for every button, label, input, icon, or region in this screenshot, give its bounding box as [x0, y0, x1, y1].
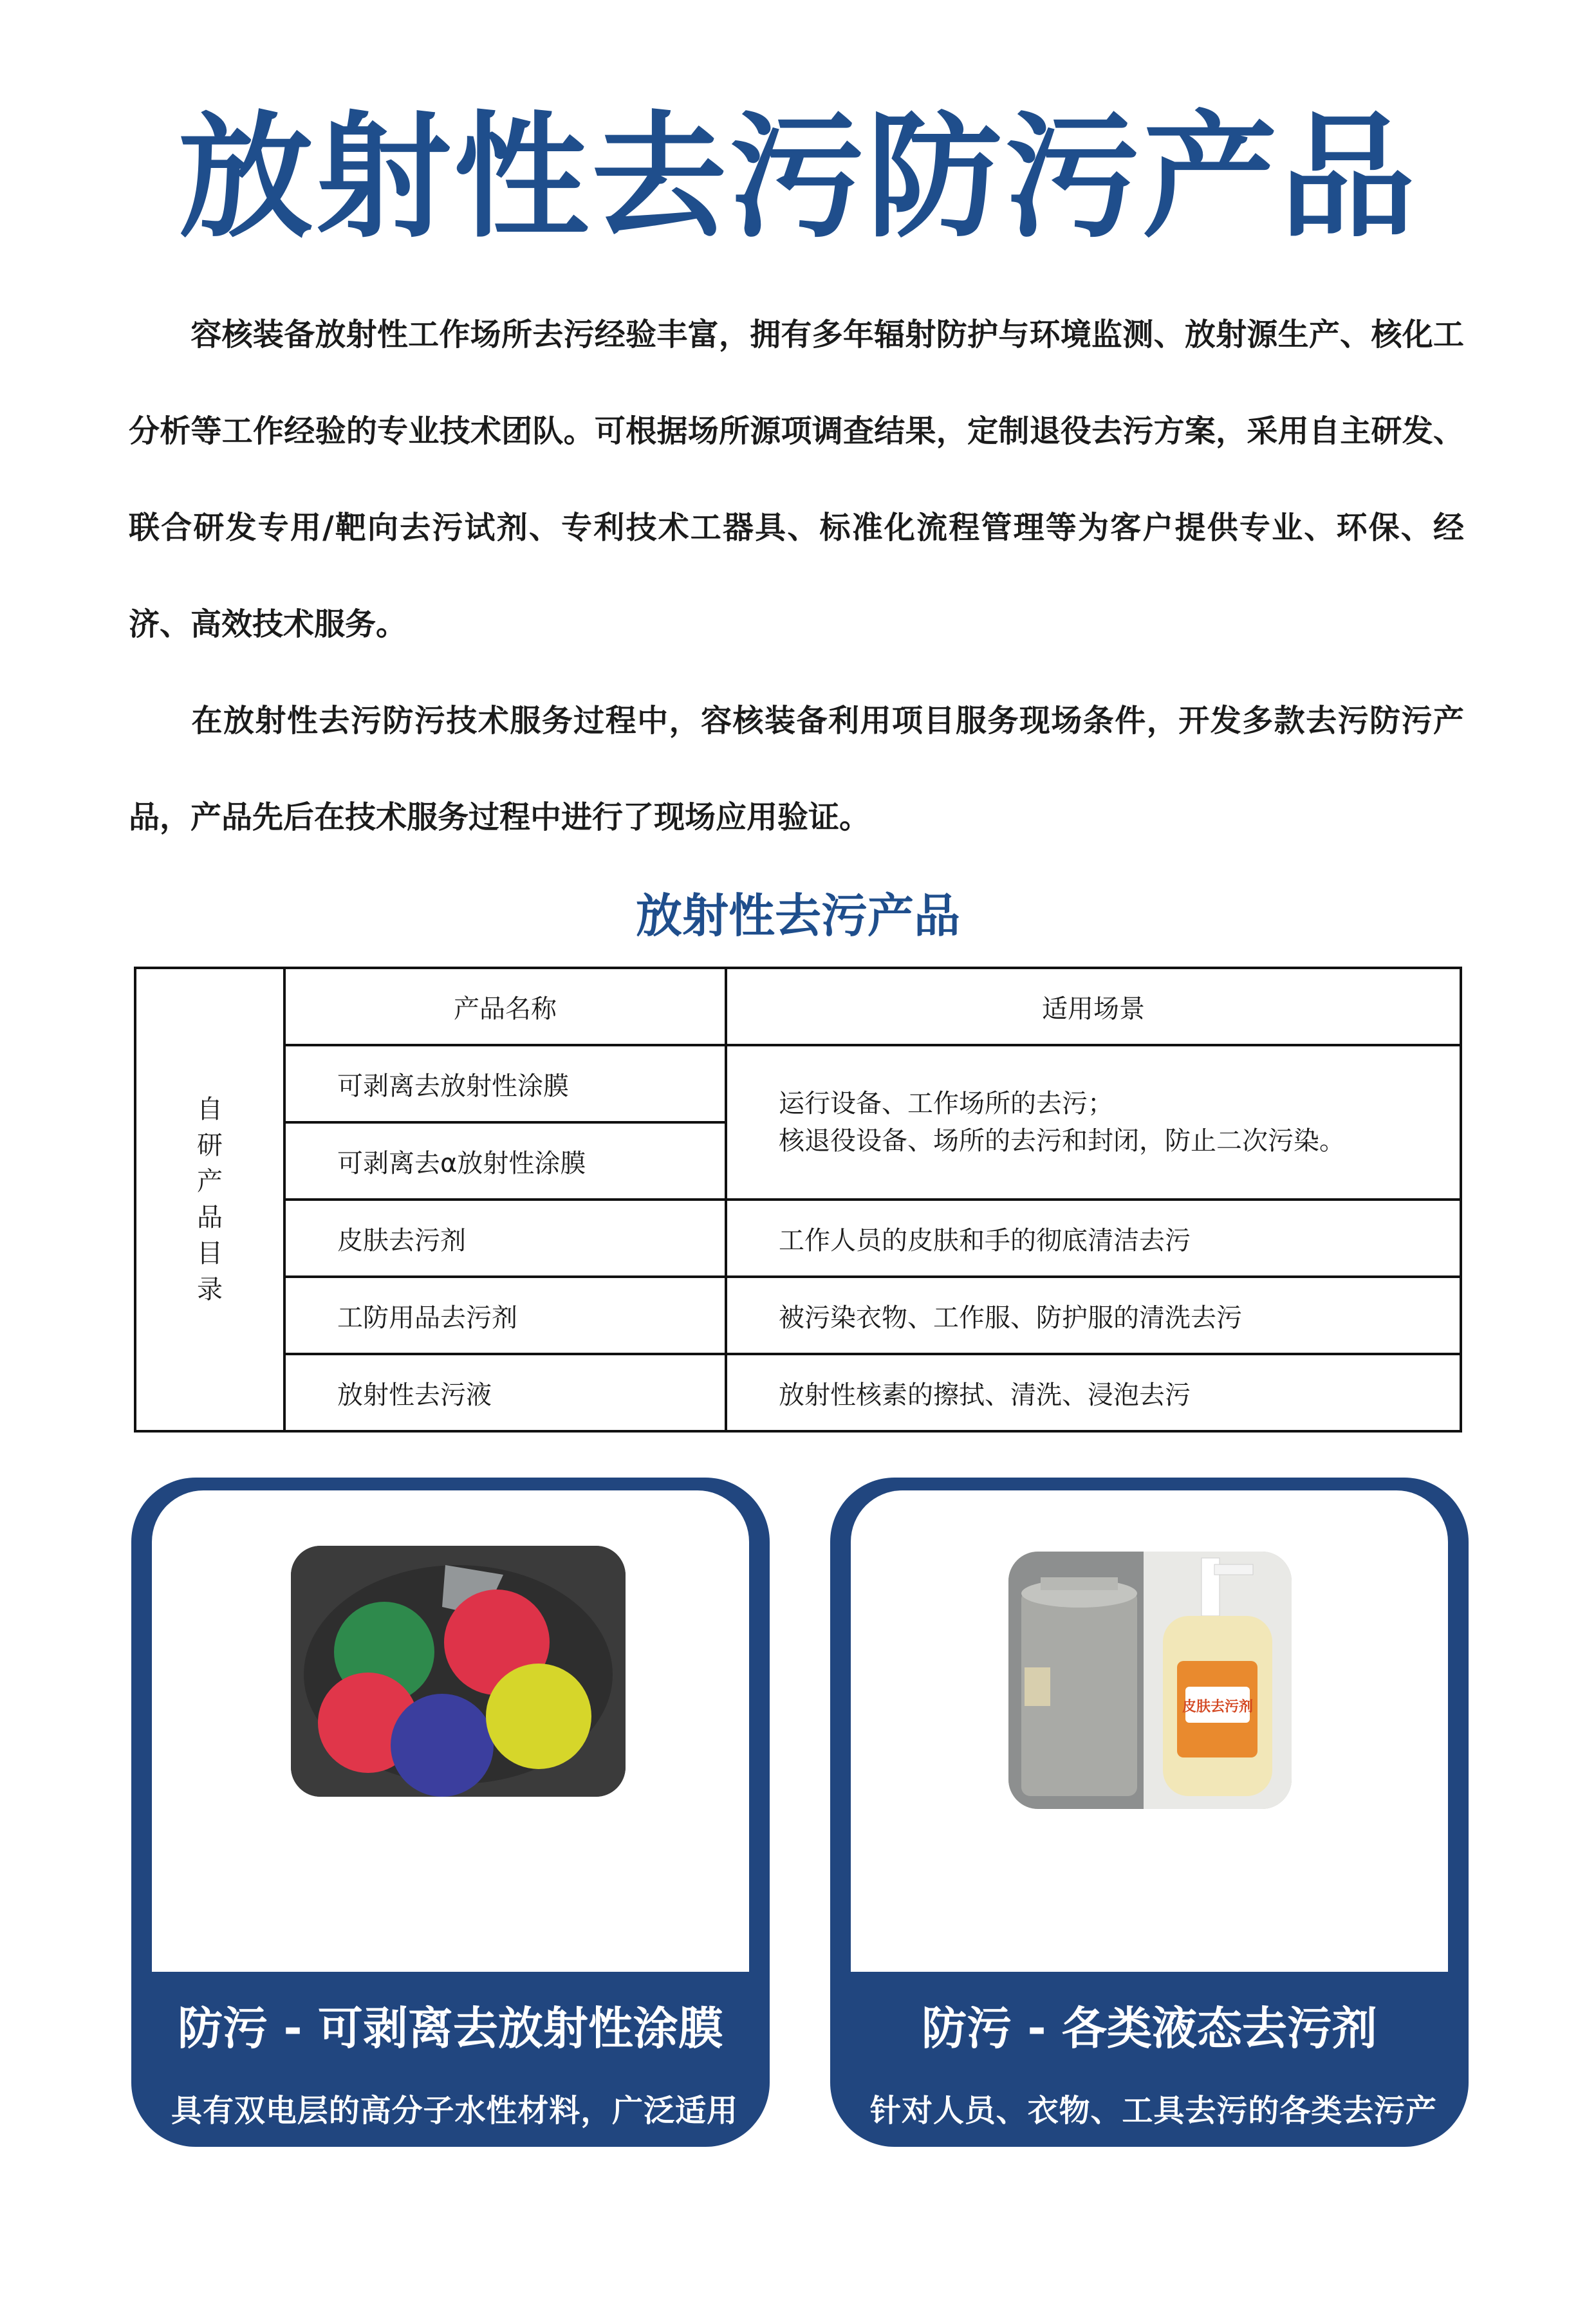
coating-discs-illustration — [291, 1546, 626, 1797]
column-header-name: 产品名称 — [284, 968, 726, 1045]
intro-paragraph-1 — [129, 286, 1464, 672]
page-title: 放射性去污防污产品 — [178, 98, 1418, 256]
product-name-cell: 可剥离去α放射性涂膜 — [284, 1122, 726, 1200]
card-description: 针对人员、衣物、工具去污的各类去污产品。实现核设施运行单位、实验室及核技术应用等场景下与人相关的放射性去污。 — [870, 2093, 1436, 2242]
product-name-cell: 工防用品去污剂 — [284, 1277, 726, 1354]
intro-paragraph-2-text: 在放射性去污防污技术服务过程中，容核装备利用项目服务现场条件，开发多款去污防污产品，产品先后在技术服务过程中进行了现场应用验证。 — [129, 703, 1464, 835]
column-header-scene: 适用场景 — [726, 968, 1461, 1045]
card-title: 防污 - 可剥离去放射性涂膜 — [178, 2002, 723, 2055]
product-scene-cell: 放射性核素的擦拭、清洗、浸泡去污 — [726, 1354, 1461, 1431]
product-scene-cell: 被污染衣物、工作服、防护服的清洗去污 — [726, 1277, 1461, 1354]
catalog-side-label-text: 自研产品目录 — [197, 1095, 223, 1304]
bottle-label: 皮肤去污剂 — [1182, 1699, 1254, 1715]
card-image-panel — [851, 1490, 1448, 1972]
merged-scene-line-2: 核退役设备、场所的去污和封闭，防止二次污染。 — [779, 1126, 1345, 1156]
card-image-panel — [152, 1490, 749, 1972]
catalog-side-label — [135, 968, 284, 1431]
decontaminant-products-illustration — [1008, 1552, 1292, 1809]
product-scene-cell: 工作人员的皮肤和手的彻底清洁去污 — [726, 1200, 1461, 1277]
decontaminant-products-photo — [1008, 1552, 1292, 1809]
product-name-cell: 放射性去污液 — [284, 1354, 726, 1431]
merged-scene-cell — [726, 1045, 1461, 1200]
card-description: 具有双电层的高分子水性材料，广泛适用表面松散核素去污，中性，环保，无毒，无腐蚀性，使用安全，可根据不同核素适当添加靶向助剂。 — [171, 2093, 738, 2299]
card-title: 防污 - 各类液态去污剂 — [922, 2002, 1377, 2055]
product-name-cell: 皮肤去污剂 — [284, 1200, 726, 1277]
product-card-liquid-decontaminants — [830, 1478, 1469, 2242]
intro-paragraph-1-text: 容核装备放射性工作场所去污经验丰富，拥有多年辐射防护与环境监测、放射源生产、核化工分析等工作经验的专业技术团队。可根据场所源项调查结果，定制退役去污方案，采用自主研发、联合研发专用/靶向去污试剂、专利技术工器具、标准化流程管理等为客户提供专业、环保、经济、高效技术服务。 — [129, 317, 1464, 642]
catalog-heading: 放射性去污产品 — [635, 889, 960, 943]
product-catalog-table — [134, 967, 1462, 1433]
product-name-cell: 可剥离去放射性涂膜 — [284, 1045, 726, 1122]
coating-discs-photo — [291, 1546, 626, 1797]
intro-paragraph-2 — [129, 672, 1464, 866]
product-card-peelable-coating — [131, 1478, 770, 2299]
merged-scene-line-1: 运行设备、工作场所的去污； — [779, 1089, 1113, 1118]
